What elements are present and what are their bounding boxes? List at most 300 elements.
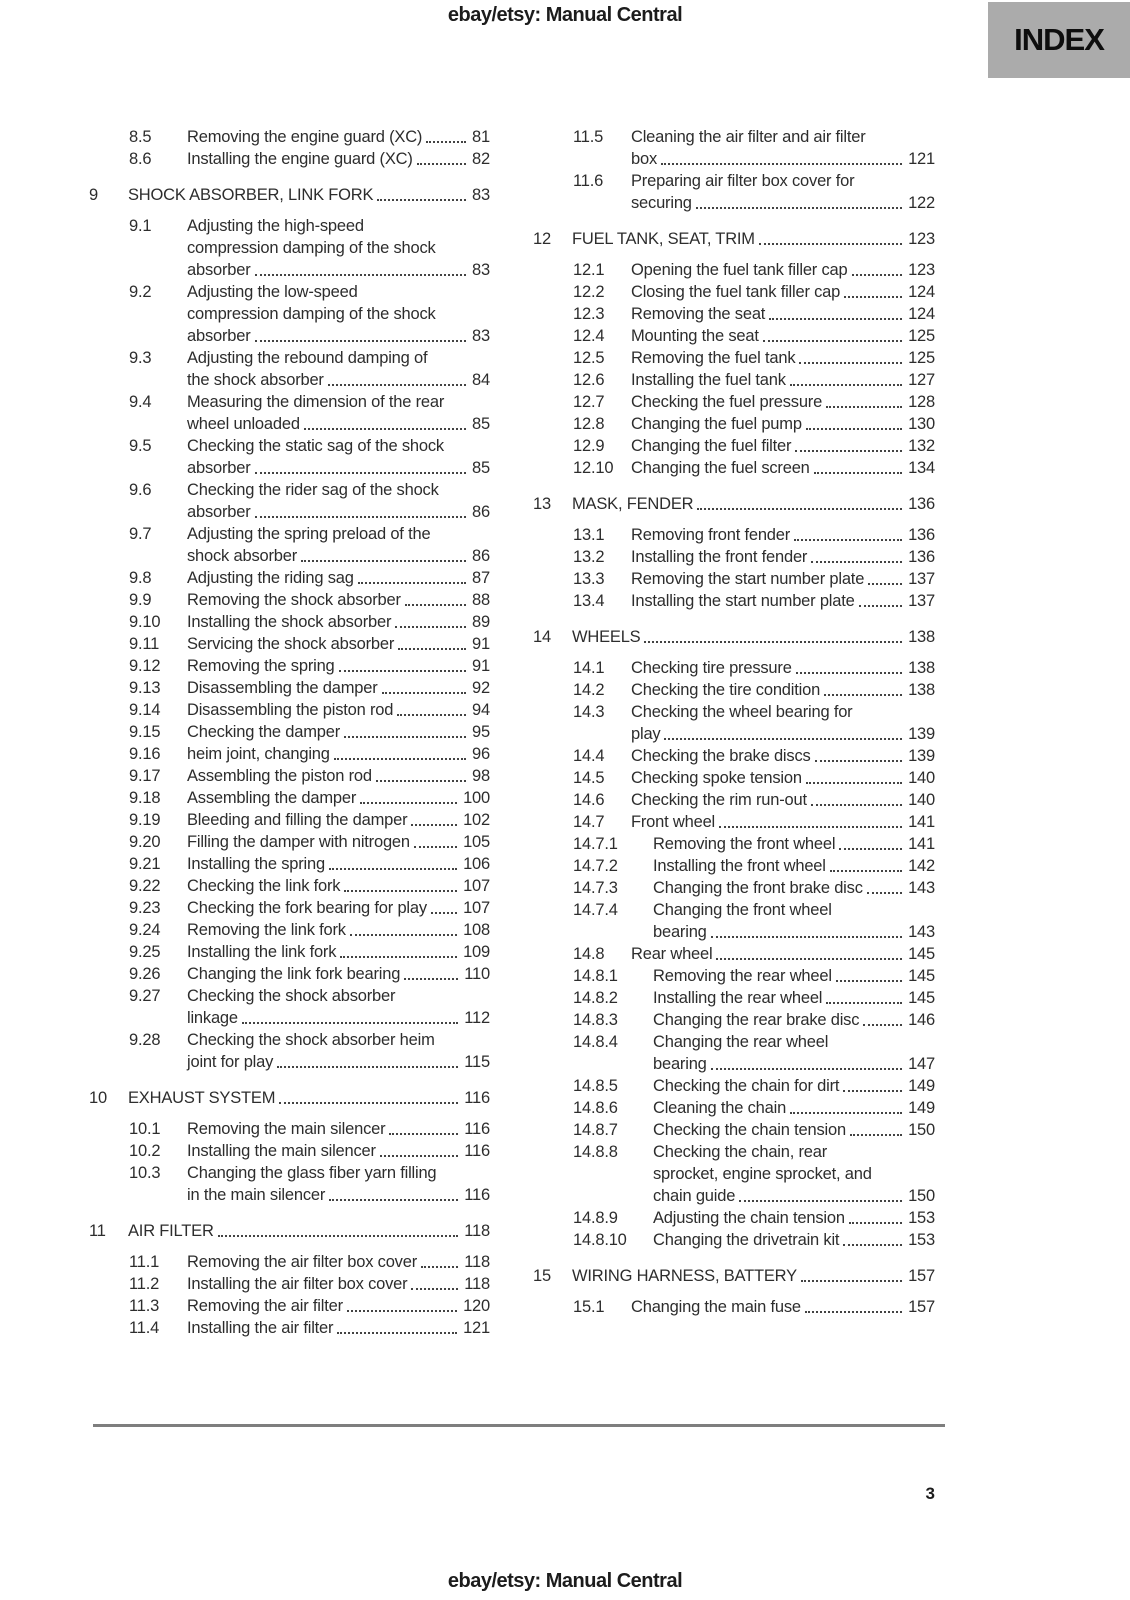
entry-title: Cleaning the air filter and air filter bbox=[631, 128, 866, 146]
entry-page-number: 149 bbox=[908, 1077, 935, 1095]
entry-title: Checking the brake discs bbox=[631, 747, 811, 765]
toc-entry bbox=[129, 831, 490, 853]
entry-title: Bleeding and filling the damper bbox=[187, 811, 408, 829]
entry-number: 14.7.3 bbox=[573, 879, 618, 897]
toc-entry bbox=[129, 1295, 490, 1317]
toc-entry bbox=[573, 369, 935, 391]
entry-title: Measuring the dimension of the rear bbox=[187, 393, 445, 411]
dot-leader bbox=[826, 391, 902, 408]
entry-title: FUEL TANK, SEAT, TRIM bbox=[572, 230, 755, 248]
toc-row bbox=[573, 701, 935, 723]
dot-leader bbox=[644, 626, 902, 643]
entry-number: 13.1 bbox=[573, 526, 605, 544]
toc-row bbox=[573, 568, 935, 590]
entry-number: 9.20 bbox=[129, 833, 161, 851]
entry-number: 11 bbox=[89, 1222, 106, 1240]
entry-number: 9.15 bbox=[129, 723, 161, 741]
toc-row bbox=[573, 965, 935, 987]
entry-number: 9.16 bbox=[129, 745, 161, 763]
entry-title: Front wheel bbox=[631, 813, 716, 831]
entry-title: box bbox=[631, 150, 658, 168]
toc-row bbox=[129, 259, 490, 281]
dot-leader bbox=[329, 1184, 458, 1201]
toc-row bbox=[573, 921, 935, 943]
dot-leader bbox=[397, 699, 466, 716]
entry-number: 9.9 bbox=[129, 591, 152, 609]
entry-number: 14.8.9 bbox=[573, 1209, 618, 1227]
entry-page-number: 107 bbox=[463, 877, 490, 895]
toc-entry bbox=[129, 589, 490, 611]
entry-title: Changing the rear brake disc bbox=[653, 1011, 860, 1029]
dot-leader bbox=[769, 303, 902, 320]
toc-row bbox=[533, 626, 935, 648]
entry-title: Assembling the piston rod bbox=[187, 767, 372, 785]
toc-row bbox=[573, 126, 935, 148]
toc-entry bbox=[573, 767, 935, 789]
dot-leader bbox=[759, 228, 902, 245]
entry-number: 9.27 bbox=[129, 987, 161, 1005]
dot-leader bbox=[414, 831, 457, 848]
toc-row bbox=[129, 303, 490, 325]
toc-entry bbox=[129, 765, 490, 787]
toc-entry bbox=[573, 811, 935, 833]
entry-number bbox=[129, 237, 187, 259]
entry-number: 9.19 bbox=[129, 811, 161, 829]
toc-row bbox=[129, 897, 490, 919]
entry-title: Changing the rear wheel bbox=[653, 1033, 829, 1051]
entry-title: AIR FILTER bbox=[128, 1222, 214, 1240]
entry-title: bearing bbox=[653, 923, 707, 941]
toc-row bbox=[573, 325, 935, 347]
dot-leader bbox=[815, 745, 903, 762]
entry-page-number: 105 bbox=[463, 833, 490, 851]
dot-leader bbox=[344, 875, 457, 892]
toc-entry bbox=[573, 347, 935, 369]
dot-leader bbox=[844, 281, 902, 298]
dot-leader bbox=[696, 192, 902, 209]
toc-entry bbox=[573, 1075, 935, 1097]
toc-row bbox=[129, 985, 490, 1007]
toc-row bbox=[573, 391, 935, 413]
entry-title: Changing the front brake disc bbox=[653, 879, 863, 897]
toc-row bbox=[573, 369, 935, 391]
toc-row bbox=[573, 1207, 935, 1229]
toc-row bbox=[573, 877, 935, 899]
entry-page-number: 143 bbox=[908, 923, 935, 941]
toc-row bbox=[129, 1162, 490, 1184]
dot-leader bbox=[389, 1118, 458, 1135]
entry-title: Checking the wheel bearing for bbox=[631, 703, 853, 721]
entry-number: 10.2 bbox=[129, 1142, 161, 1160]
entry-page-number: 157 bbox=[908, 1267, 935, 1285]
toc-row bbox=[573, 899, 935, 921]
toc-left-column bbox=[89, 126, 490, 1339]
entry-page-number: 107 bbox=[463, 899, 490, 917]
entry-number: 9.11 bbox=[129, 635, 160, 653]
entry-number bbox=[129, 1184, 187, 1206]
entry-page-number: 92 bbox=[472, 679, 490, 697]
entry-number: 14.3 bbox=[573, 703, 605, 721]
entry-page-number: 146 bbox=[908, 1011, 935, 1029]
entry-page-number: 95 bbox=[472, 723, 490, 741]
toc-row bbox=[129, 325, 490, 347]
entry-page-number: 91 bbox=[472, 657, 490, 675]
entry-page-number: 83 bbox=[472, 186, 490, 204]
dot-leader bbox=[431, 897, 457, 914]
entry-number: 14.7.1 bbox=[573, 835, 618, 853]
toc-row bbox=[129, 435, 490, 457]
entry-page-number: 116 bbox=[464, 1120, 490, 1138]
entry-title: absorber bbox=[187, 503, 251, 521]
toc-entry bbox=[129, 699, 490, 721]
entry-page-number: 118 bbox=[464, 1253, 490, 1271]
toc-row bbox=[573, 303, 935, 325]
dot-leader bbox=[790, 369, 902, 386]
entry-number: 15.1 bbox=[573, 1298, 605, 1316]
toc-row bbox=[573, 1075, 935, 1097]
entry-title: Removing the air filter box cover bbox=[187, 1253, 417, 1271]
toc-entry bbox=[129, 435, 490, 479]
toc-row bbox=[573, 192, 935, 214]
entry-title: Changing the front wheel bbox=[653, 901, 832, 919]
dot-leader bbox=[339, 655, 467, 672]
entry-title: absorber bbox=[187, 261, 251, 279]
entry-page-number: 141 bbox=[908, 813, 935, 831]
entry-page-number: 124 bbox=[908, 283, 935, 301]
entry-number bbox=[573, 192, 631, 214]
entry-number: 14.4 bbox=[573, 747, 605, 765]
entry-number: 11.1 bbox=[129, 1253, 160, 1271]
toc-row bbox=[129, 1295, 490, 1317]
entry-page-number: 110 bbox=[464, 965, 490, 983]
dot-leader bbox=[255, 457, 467, 474]
entry-number: 12.1 bbox=[573, 261, 605, 279]
entry-number: 9.28 bbox=[129, 1031, 161, 1049]
toc-entry bbox=[129, 677, 490, 699]
toc-entry bbox=[129, 1162, 490, 1206]
toc-entry bbox=[129, 1273, 490, 1295]
toc-entry bbox=[573, 899, 935, 943]
entry-title: Servicing the shock absorber bbox=[187, 635, 395, 653]
entry-number: 14.8.1 bbox=[573, 967, 618, 985]
entry-title: Preparing air filter box cover for bbox=[631, 172, 855, 190]
toc-entry bbox=[129, 853, 490, 875]
entry-title: Removing the seat bbox=[631, 305, 766, 323]
entry-title: Checking the shock absorber bbox=[187, 987, 396, 1005]
dot-leader bbox=[337, 1317, 457, 1334]
entry-number: 9.24 bbox=[129, 921, 161, 939]
toc-row bbox=[129, 1251, 490, 1273]
toc-entry bbox=[573, 987, 935, 1009]
entry-page-number: 121 bbox=[463, 1319, 490, 1337]
entry-title: Changing the link fork bearing bbox=[187, 965, 401, 983]
dot-leader bbox=[328, 369, 466, 386]
dot-leader bbox=[344, 721, 466, 738]
toc-entry bbox=[129, 655, 490, 677]
dot-leader bbox=[867, 877, 902, 894]
entry-title: Installing the front wheel bbox=[653, 857, 826, 875]
entry-title: Rear wheel bbox=[631, 945, 713, 963]
toc-section bbox=[533, 228, 935, 250]
entry-title: Installing the link fork bbox=[187, 943, 337, 961]
dot-leader bbox=[716, 943, 902, 960]
entry-page-number: 100 bbox=[463, 789, 490, 807]
toc-row bbox=[573, 546, 935, 568]
toc-row bbox=[89, 184, 490, 206]
toc-row bbox=[129, 765, 490, 787]
entry-title: Installing the start number plate bbox=[631, 592, 855, 610]
dot-leader bbox=[661, 148, 902, 165]
dot-leader bbox=[868, 568, 902, 585]
entry-title: shock absorber bbox=[187, 547, 298, 565]
toc-row bbox=[129, 1007, 490, 1029]
entry-number: 9.10 bbox=[129, 613, 161, 631]
entry-number: 14.7 bbox=[573, 813, 605, 831]
toc-row bbox=[573, 1141, 935, 1163]
dot-leader bbox=[350, 919, 457, 936]
toc-right-column bbox=[533, 126, 935, 1339]
entry-page-number: 123 bbox=[908, 261, 935, 279]
toc-row bbox=[573, 789, 935, 811]
toc-entry bbox=[573, 413, 935, 435]
entry-page-number: 83 bbox=[472, 261, 490, 279]
entry-title: joint for play bbox=[187, 1053, 274, 1071]
dot-leader bbox=[824, 679, 902, 696]
toc-entry bbox=[573, 546, 935, 568]
entry-number: 14.8.7 bbox=[573, 1121, 618, 1139]
entry-title: Closing the fuel tank filler cap bbox=[631, 283, 841, 301]
toc-row bbox=[129, 1118, 490, 1140]
toc-entry bbox=[573, 126, 935, 170]
dot-leader bbox=[398, 633, 466, 650]
entry-title: Changing the fuel pump bbox=[631, 415, 802, 433]
entry-page-number: 147 bbox=[908, 1055, 935, 1073]
toc-section bbox=[89, 1087, 490, 1109]
entry-number: 9.23 bbox=[129, 899, 161, 917]
entry-title: absorber bbox=[187, 327, 251, 345]
dot-leader bbox=[664, 723, 902, 740]
toc-entry bbox=[129, 721, 490, 743]
toc-section bbox=[533, 626, 935, 648]
toc-row bbox=[573, 413, 935, 435]
toc-row bbox=[573, 1296, 935, 1318]
dot-leader bbox=[711, 1053, 902, 1070]
entry-number: 14.8 bbox=[573, 945, 605, 963]
entry-number bbox=[573, 723, 631, 745]
toc-row bbox=[129, 1317, 490, 1339]
dot-leader bbox=[340, 941, 457, 958]
entry-number: 13 bbox=[533, 495, 551, 513]
entry-number: 8.6 bbox=[129, 150, 152, 168]
dot-leader bbox=[376, 765, 466, 782]
entry-page-number: 91 bbox=[472, 635, 490, 653]
dot-leader bbox=[799, 347, 902, 364]
entry-page-number: 88 bbox=[472, 591, 490, 609]
toc-entry bbox=[129, 985, 490, 1029]
toc-row bbox=[129, 963, 490, 985]
dot-leader bbox=[863, 1009, 902, 1026]
entry-number bbox=[129, 303, 187, 325]
entry-page-number: 116 bbox=[464, 1089, 490, 1107]
toc-row bbox=[573, 170, 935, 192]
entry-number: 9.5 bbox=[129, 437, 152, 455]
entry-title: Installing the engine guard (XC) bbox=[187, 150, 413, 168]
toc-row bbox=[573, 1053, 935, 1075]
dot-leader bbox=[830, 855, 902, 872]
entry-page-number: 108 bbox=[463, 921, 490, 939]
entry-number bbox=[573, 1053, 653, 1075]
entry-number: 10.1 bbox=[129, 1120, 161, 1138]
entry-page-number: 125 bbox=[908, 349, 935, 367]
entry-title: Adjusting the spring preload of the bbox=[187, 525, 431, 543]
entry-number: 12 bbox=[533, 230, 551, 248]
entry-title: Cleaning the chain bbox=[653, 1099, 787, 1117]
entry-number: 13.2 bbox=[573, 548, 605, 566]
dot-leader bbox=[719, 811, 902, 828]
entry-page-number: 139 bbox=[908, 725, 935, 743]
dot-leader bbox=[859, 590, 902, 607]
toc-entry bbox=[573, 281, 935, 303]
toc-row bbox=[533, 1265, 935, 1287]
toc-row bbox=[129, 545, 490, 567]
toc-row bbox=[573, 1163, 935, 1185]
entry-page-number: 96 bbox=[472, 745, 490, 763]
toc-row bbox=[573, 281, 935, 303]
entry-number: 14.8.3 bbox=[573, 1011, 618, 1029]
dot-leader bbox=[304, 413, 466, 430]
toc-entry bbox=[573, 679, 935, 701]
dot-leader bbox=[711, 921, 902, 938]
toc-row bbox=[573, 347, 935, 369]
entry-page-number: 145 bbox=[908, 945, 935, 963]
toc-row bbox=[129, 126, 490, 148]
dot-leader bbox=[806, 767, 902, 784]
entry-number: 14.6 bbox=[573, 791, 605, 809]
toc-row bbox=[573, 745, 935, 767]
entry-number: 12.7 bbox=[573, 393, 605, 411]
entry-title: Checking spoke tension bbox=[631, 769, 802, 787]
toc-section bbox=[533, 1265, 935, 1287]
toc-row bbox=[129, 413, 490, 435]
entry-page-number: 153 bbox=[908, 1231, 935, 1249]
toc-entry bbox=[573, 1207, 935, 1229]
toc-entry bbox=[573, 303, 935, 325]
toc-entry bbox=[129, 1140, 490, 1162]
entry-title: Filling the damper with nitrogen bbox=[187, 833, 410, 851]
entry-page-number: 140 bbox=[908, 769, 935, 787]
entry-number: 11.4 bbox=[129, 1319, 160, 1337]
entry-title: SHOCK ABSORBER, LINK FORK bbox=[128, 186, 374, 204]
toc-row bbox=[129, 281, 490, 303]
toc-row bbox=[573, 1097, 935, 1119]
toc-row bbox=[129, 941, 490, 963]
entry-title: chain guide bbox=[653, 1187, 736, 1205]
entry-number: 8.5 bbox=[129, 128, 152, 146]
entry-title: absorber bbox=[187, 459, 251, 477]
dot-leader bbox=[255, 501, 467, 518]
toc-row bbox=[573, 1031, 935, 1053]
entry-page-number: 143 bbox=[908, 879, 935, 897]
dot-leader bbox=[849, 1207, 902, 1224]
entry-page-number: 81 bbox=[472, 128, 490, 146]
toc-entry bbox=[129, 347, 490, 391]
toc-row bbox=[129, 743, 490, 765]
dot-leader bbox=[329, 853, 457, 870]
entry-number: 12.4 bbox=[573, 327, 605, 345]
entry-title: Removing the link fork bbox=[187, 921, 346, 939]
toc-row bbox=[573, 987, 935, 1009]
entry-title: Adjusting the riding sag bbox=[187, 569, 354, 587]
toc-row bbox=[129, 721, 490, 743]
dot-leader bbox=[794, 524, 902, 541]
toc-entry bbox=[573, 833, 935, 855]
dot-leader bbox=[806, 413, 902, 430]
entry-page-number: 138 bbox=[908, 681, 935, 699]
entry-number: 14.8.2 bbox=[573, 989, 618, 1007]
entry-page-number: 118 bbox=[464, 1222, 490, 1240]
toc-row bbox=[573, 811, 935, 833]
toc-row bbox=[129, 1140, 490, 1162]
entry-number: 13.4 bbox=[573, 592, 605, 610]
toc-row bbox=[573, 1119, 935, 1141]
dot-leader bbox=[382, 677, 467, 694]
entry-title: Checking tire pressure bbox=[631, 659, 792, 677]
entry-title: compression damping of the shock bbox=[187, 305, 436, 323]
entry-number: 9.6 bbox=[129, 481, 152, 499]
page-number: 3 bbox=[925, 1484, 935, 1503]
entry-number bbox=[573, 148, 631, 170]
toc-section bbox=[89, 184, 490, 206]
entry-page-number: 106 bbox=[463, 855, 490, 873]
toc-row bbox=[129, 1273, 490, 1295]
entry-page-number: 136 bbox=[908, 548, 935, 566]
toc-entry bbox=[129, 567, 490, 589]
dot-leader bbox=[697, 493, 902, 510]
toc-section bbox=[89, 1220, 490, 1242]
toc-row bbox=[129, 501, 490, 523]
entry-title: Disassembling the damper bbox=[187, 679, 378, 697]
entry-number: 12.6 bbox=[573, 371, 605, 389]
dot-leader bbox=[360, 787, 457, 804]
entry-page-number: 85 bbox=[472, 415, 490, 433]
entry-page-number: 138 bbox=[908, 659, 935, 677]
toc-row bbox=[573, 148, 935, 170]
entry-page-number: 142 bbox=[908, 857, 935, 875]
entry-title: Checking the static sag of the shock bbox=[187, 437, 444, 455]
entry-number bbox=[129, 259, 187, 281]
entry-number bbox=[129, 1007, 187, 1029]
entry-page-number: 83 bbox=[472, 327, 490, 345]
toc-entry bbox=[129, 1029, 490, 1073]
entry-title: Removing the rear wheel bbox=[653, 967, 832, 985]
toc-entry bbox=[129, 1317, 490, 1339]
entry-page-number: 87 bbox=[472, 569, 490, 587]
dot-leader bbox=[255, 259, 467, 276]
dot-leader bbox=[850, 1119, 902, 1136]
toc-row bbox=[129, 523, 490, 545]
toc-entry bbox=[573, 590, 935, 612]
entry-number: 9 bbox=[89, 186, 98, 204]
entry-number: 10.3 bbox=[129, 1164, 161, 1182]
entry-title: Removing the front wheel bbox=[653, 835, 836, 853]
entry-number: 10 bbox=[89, 1089, 107, 1107]
entry-title: Removing the start number plate bbox=[631, 570, 865, 588]
toc-row bbox=[573, 943, 935, 965]
entry-number: 12.2 bbox=[573, 283, 605, 301]
dot-leader bbox=[763, 325, 902, 342]
page-header-title: ebay/etsy: Manual Central bbox=[447, 4, 683, 26]
entry-title: Changing the glass fiber yarn filling bbox=[187, 1164, 437, 1182]
